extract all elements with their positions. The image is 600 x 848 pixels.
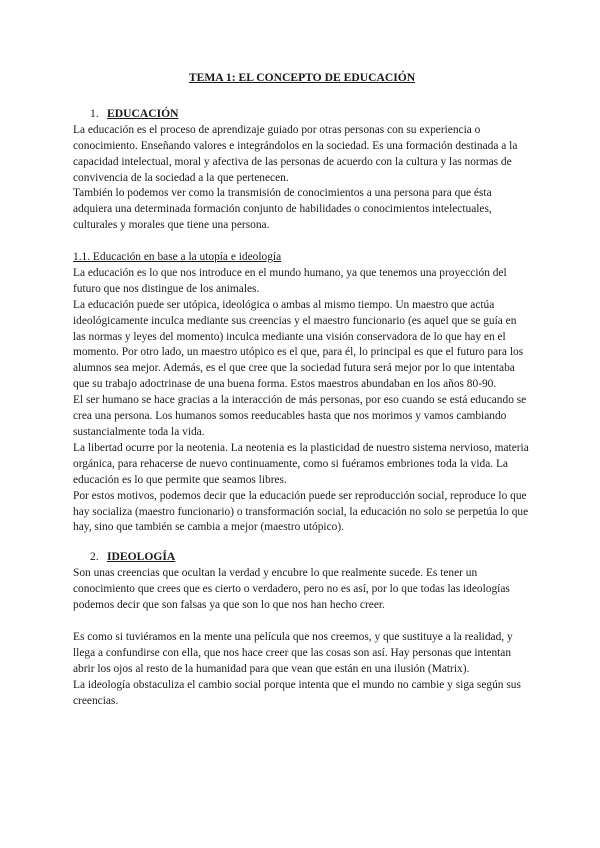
paragraph: El ser humano se hace gracias a la interacción de más personas, por eso cuando se está educando se crea una persona. Los humanos somos reeducables hasta que nos morimos y vamos cambiando sustancialmente toda la vida.	[73, 394, 527, 439]
paragraph: La educación puede ser utópica, ideológica o ambas al mismo tiempo. Un maestro que actúa ideológicamente inculca mediante sus creencias y el maestro funcionario (es aquel que se guía en las normas y leyes del momento) inculca mediante una visión conservadora de lo que hay en el momento. Por otro lado, un maestro utópico es el que, para él, lo principal es que el futuro para los alumnos sea mejor. Además, es el que cree que la sociedad futura será mejor por lo que intentaba que su trabajo adoctrinase de una buena forma. Estos maestros abundaban en los años 80-90.	[73, 298, 524, 391]
spacer	[73, 234, 531, 250]
section-number: 1.	[90, 106, 99, 120]
paragraph: Es como si tuviéramos en la mente una película que nos creemos, y que sustituye a la realidad, y llega a confundirse con ella, que nos hace creer que las cosas son así. Hay personas que intentan abrir los ojos al resto de la humanidad para que vean que están en una ilusión (Matrix).	[73, 630, 513, 675]
section-number: 2.	[90, 550, 99, 564]
section-heading-ideologia	[73, 549, 531, 565]
spacer	[73, 614, 531, 630]
paragraph: Por estos motivos, podemos decir que la educación puede ser reproducción social, reproduce lo que hay socializa (maestro funcionario) o transformación social, la educación no solo se perpetúa lo que hay, sino que también se cambia a mejor (maestro utópico).	[73, 489, 529, 534]
subsection-heading: 1.1. Educación en base a la utopía e ideología	[73, 251, 282, 264]
section-title: EDUCACIÓN	[107, 106, 179, 120]
section-heading-educacion	[73, 106, 531, 122]
section-title: IDEOLOGÍA	[107, 550, 176, 564]
paragraph: La libertad ocurre por la neotenia. La neotenia es la plasticidad de nuestro sistema nervioso, materia orgánica, para rehacerse de nuevo continuamente, como si fuéramos embriones toda la vida. La educación es lo que permite que seamos libres.	[73, 441, 529, 486]
paragraph: También lo podemos ver como la transmisión de conocimientos a una persona para que ésta adquiera una determinada formación conjunto de habilidades o conocimientos intelectuales, culturales y morales que tiene una persona.	[73, 187, 492, 232]
spacer	[73, 536, 531, 549]
document-title: TEMA 1: EL CONCEPTO DE EDUCACIÓN	[188, 71, 416, 84]
paragraph: La ideología obstaculiza el cambio social porque intenta que el mundo no cambie y siga según sus creencias.	[73, 678, 521, 707]
paragraph: La educación es lo que nos introduce en el mundo humano, ya que tenemos una proyección del futuro que nos distingue de los animales.	[73, 266, 507, 295]
paragraph: La educación es el proceso de aprendizaje guiado por otras personas con su experiencia o conocimiento. Enseñando valores e integrándolos en la sociedad. Es una formación destinada a la capacidad intelectual, moral y afectiva de las personas de acuerdo con la cultura y las normas de convivencia de la sociedad a la que pertenecen.	[73, 123, 518, 184]
document-page	[73, 70, 531, 709]
paragraph: Son unas creencias que ocultan la verdad y encubre lo que realmente sucede. Es tener un conocimiento que crees que es cierto o verdadero, pero no es así, por lo que todas las ideologías podemos decir que son falsas ya que son lo que nos han hecho creer.	[73, 567, 510, 612]
